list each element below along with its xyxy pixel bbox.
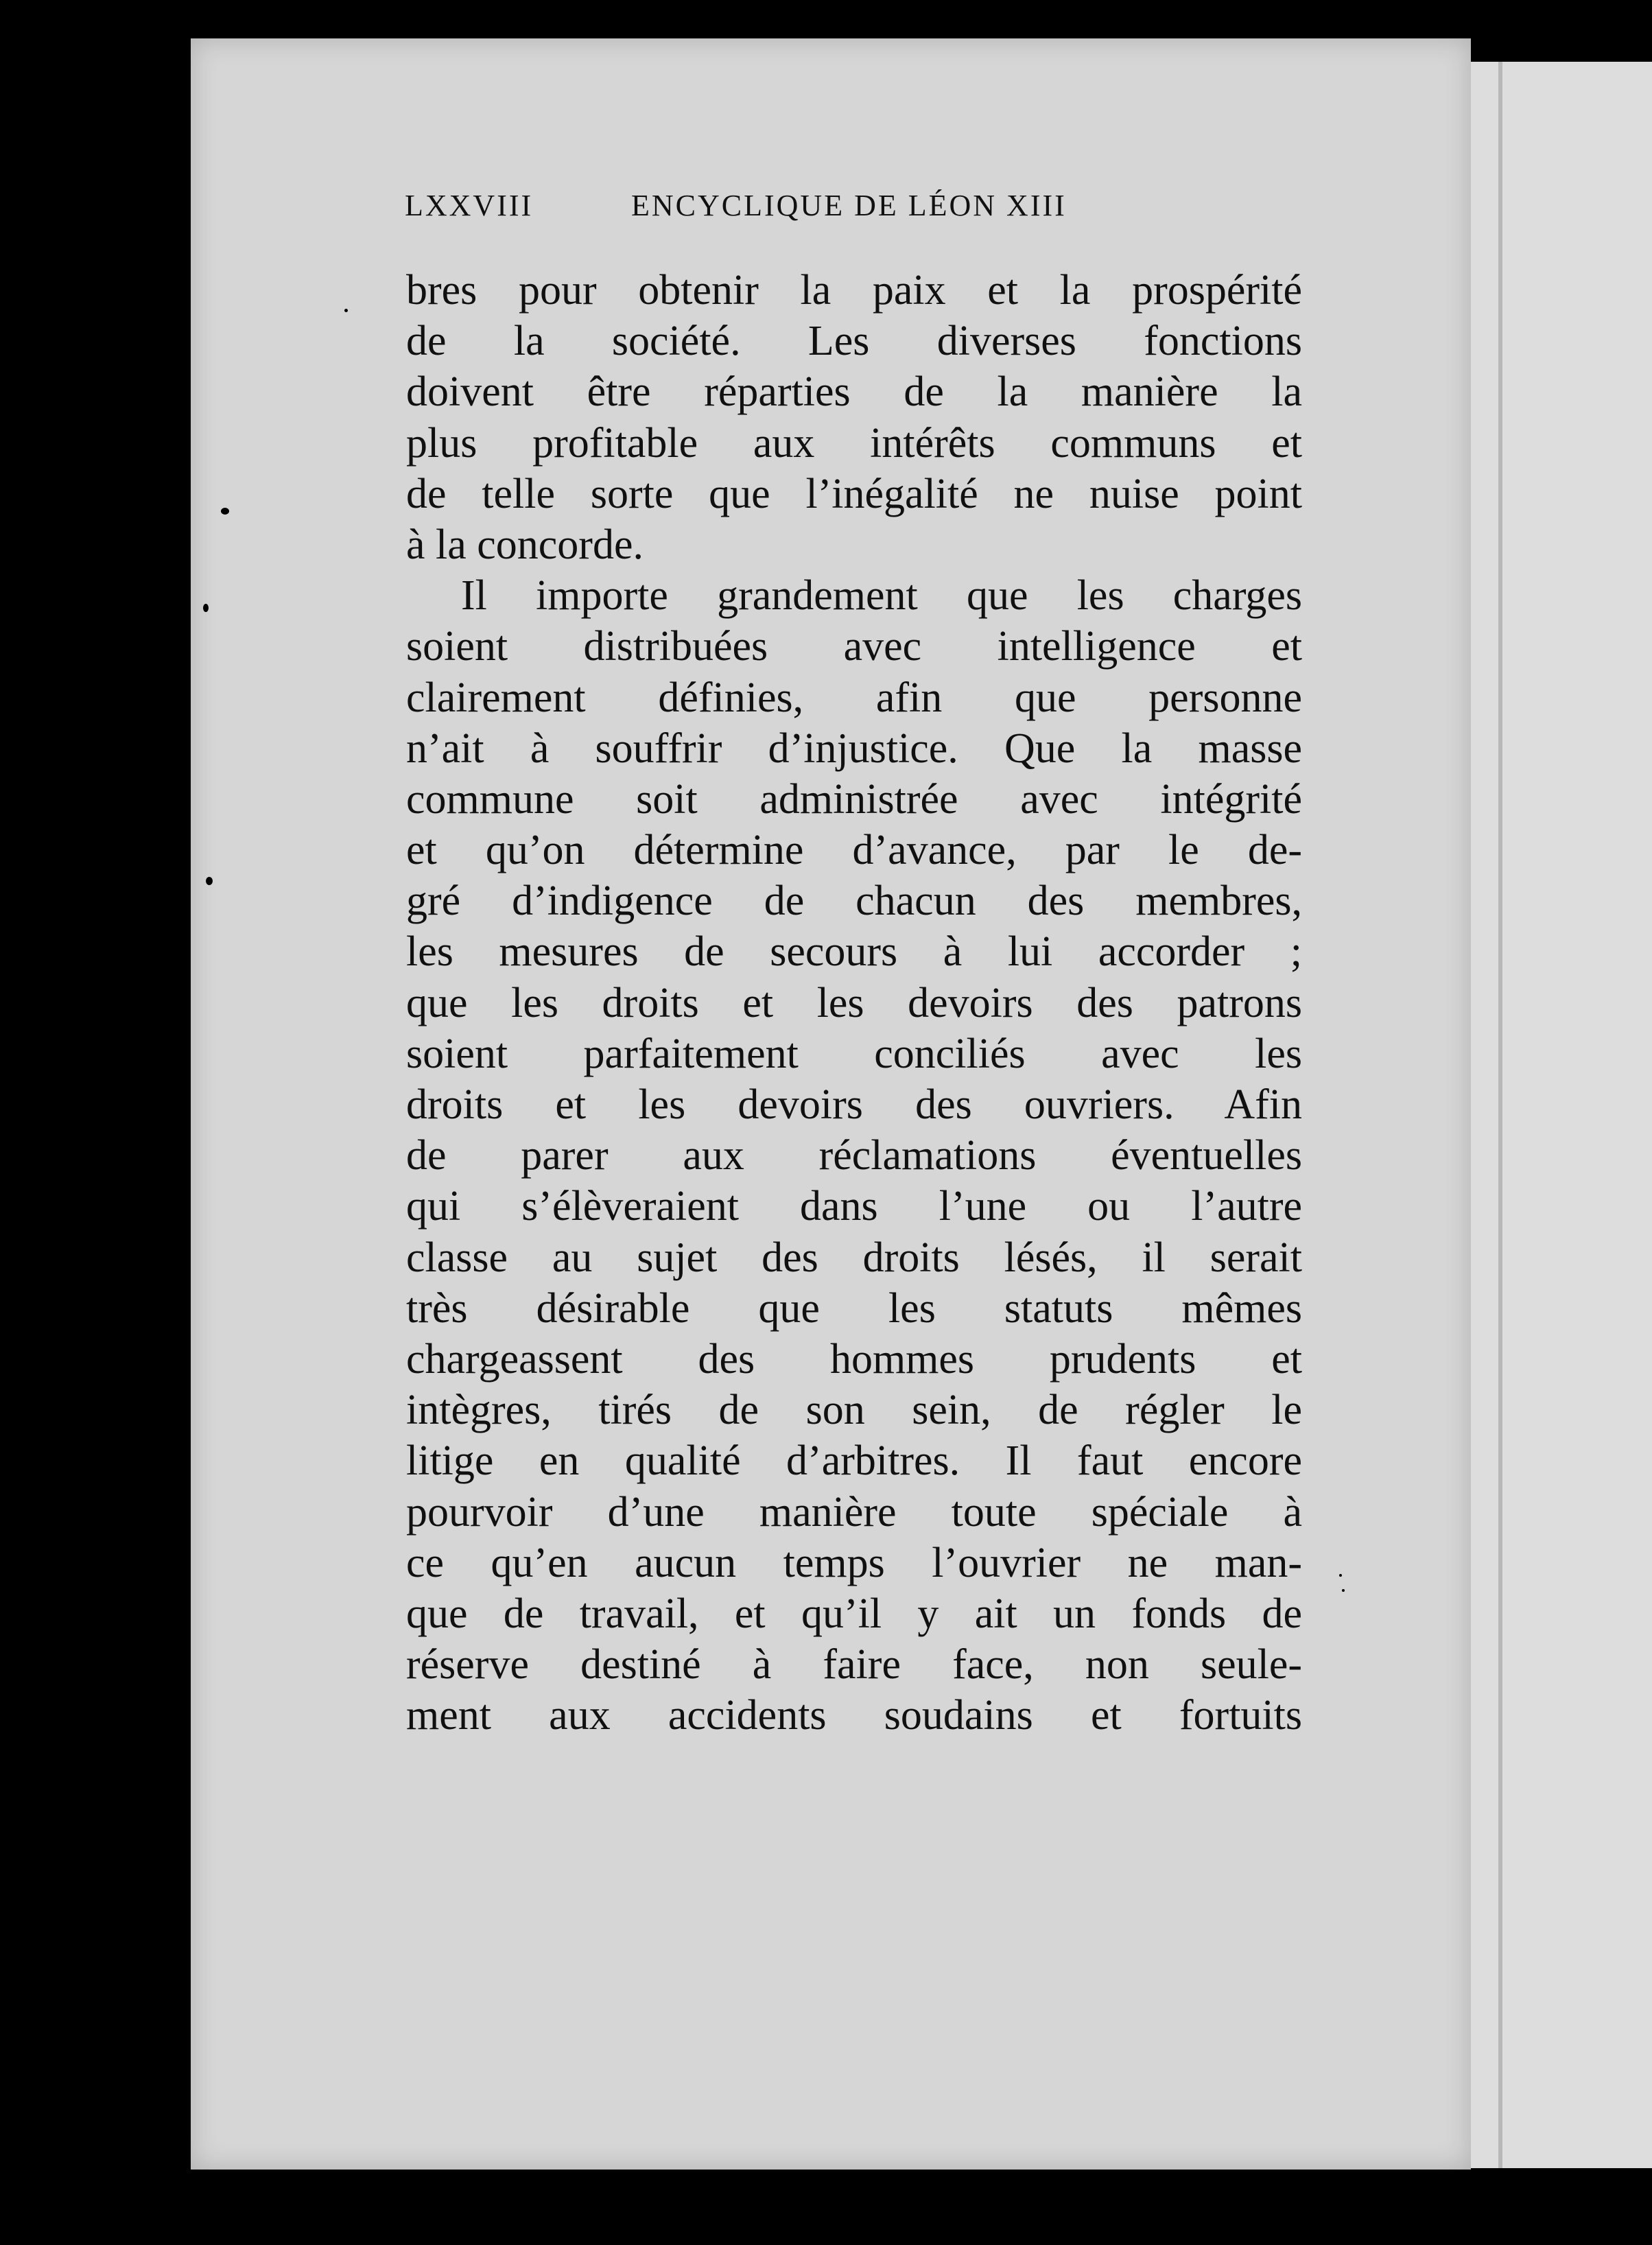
scan-speck [1342, 1589, 1345, 1592]
text-line: commune soit administrée avec intégrité [406, 775, 1302, 823]
running-title: ENCYCLIQUE DE LÉON XIII [631, 189, 1067, 222]
text-line: de parer aux réclamations éventuelles [406, 1132, 1302, 1179]
text-line: droits et les devoirs des ouvriers. Afin [406, 1081, 1302, 1128]
scan-speck [1339, 1574, 1342, 1577]
text-line: que les droits et les devoirs des patrons [406, 979, 1302, 1026]
text-line: gré d’indigence de chacun des membres, [406, 878, 1302, 925]
text-line: que de travail, et qu’il y ait un fonds de [406, 1590, 1302, 1637]
text-line: classe au sujet des droits lésés, il serait [406, 1234, 1302, 1281]
text-line: intègres, tirés de son sein, de régler le [406, 1387, 1302, 1434]
scan-speck [206, 877, 213, 885]
text-line: doivent être réparties de la manière la [406, 368, 1302, 416]
text-line: n’ait à souffrir d’injustice. Que la masse [406, 725, 1302, 772]
text-line: très désirable que les statuts mêmes [406, 1284, 1302, 1332]
text-line: ment aux accidents soudains et fortuits [406, 1692, 1302, 1739]
text-line: de la société. Les diverses fonctions [406, 318, 1302, 365]
text-line: clairement définies, afin que personne [406, 674, 1302, 721]
scan-speck [203, 604, 209, 612]
facing-page-edge [1465, 62, 1652, 2168]
text-line: soient distribuées avec intelligence et [406, 623, 1302, 670]
text-line: les mesures de secours à lui accorder ; [406, 928, 1302, 976]
text-line: réserve destiné à faire face, non seule- [406, 1641, 1302, 1689]
page-number: LXXVIII [405, 189, 534, 222]
text-line: à la concorde. [406, 521, 644, 568]
text-line: pourvoir d’une manière toute spéciale à [406, 1488, 1302, 1536]
text-line: Il importe grandement que les charges [461, 572, 1302, 620]
text-line: qui s’élèveraient dans l’une ou l’autre [406, 1183, 1302, 1230]
running-head [405, 188, 1310, 229]
text-line: plus profitable aux intérêts communs et [406, 419, 1302, 467]
text-line: bres pour obtenir la paix et la prospérité [406, 267, 1302, 314]
text-line: ce qu’en aucun temps l’ouvrier ne man- [406, 1539, 1302, 1586]
scan-speck [221, 508, 229, 515]
body-text [406, 265, 1302, 1741]
text-line: litige en qualité d’arbitres. Il faut encore [406, 1437, 1302, 1485]
text-line: et qu’on détermine d’avance, par le de- [406, 827, 1302, 874]
text-line: soient parfaitement conciliés avec les [406, 1030, 1302, 1077]
text-line: de telle sorte que l’inégalité ne nuise point [406, 470, 1302, 517]
text-line: chargeassent des hommes prudents et [406, 1335, 1302, 1383]
scan-speck [344, 309, 348, 312]
facing-page-shadow [1498, 62, 1502, 2168]
